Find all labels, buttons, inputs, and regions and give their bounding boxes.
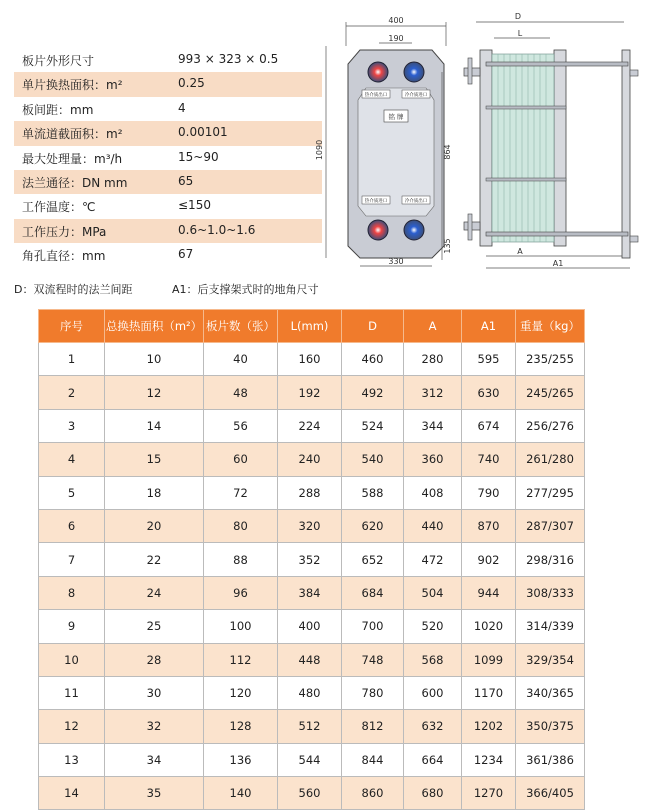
table-row <box>39 443 585 476</box>
col-header: 总换热面积（m²） <box>105 310 204 343</box>
table-row <box>39 543 585 576</box>
spec-label: 角孔直径：mm <box>22 249 106 264</box>
table-cell: 22 <box>105 543 204 576</box>
table-cell: 12 <box>105 376 204 409</box>
table-cell: 15 <box>105 443 204 476</box>
table-cell: 448 <box>278 643 342 676</box>
table-cell: 8 <box>39 576 105 609</box>
col-header: 序号 <box>39 310 105 343</box>
table-cell: 620 <box>342 509 404 542</box>
table-cell: 350/375 <box>516 710 585 743</box>
table-cell: 630 <box>462 376 516 409</box>
table-cell: 3 <box>39 409 105 442</box>
table-cell: 13 <box>39 743 105 776</box>
nameplate: 铭 牌 <box>388 113 404 121</box>
table-cell: 56 <box>204 409 278 442</box>
table-row <box>39 610 585 643</box>
table-cell: 18 <box>105 476 204 509</box>
table-cell: 560 <box>278 777 342 810</box>
table-cell: 20 <box>105 509 204 542</box>
plate-pack <box>492 54 554 242</box>
model-table <box>38 309 584 810</box>
col-header: L(mm) <box>278 310 342 343</box>
table-cell: 384 <box>278 576 342 609</box>
table-cell: 520 <box>404 610 462 643</box>
table-cell: 261/280 <box>516 443 585 476</box>
table-cell: 1202 <box>462 710 516 743</box>
table-cell: 256/276 <box>516 409 585 442</box>
spec-row <box>14 146 322 170</box>
table-cell: 366/405 <box>516 777 585 810</box>
table-cell: 652 <box>342 543 404 576</box>
table-cell: 40 <box>204 343 278 376</box>
table-cell: 844 <box>342 743 404 776</box>
table-row <box>39 509 585 542</box>
table-cell: 684 <box>342 576 404 609</box>
table-cell: 595 <box>462 343 516 376</box>
table-cell: 361/386 <box>516 743 585 776</box>
table-body <box>39 343 585 810</box>
table-cell: 400 <box>278 610 342 643</box>
table-cell: 748 <box>342 643 404 676</box>
table-row <box>39 676 585 709</box>
dim-a: A <box>517 247 523 256</box>
table-cell: 34 <box>105 743 204 776</box>
table-cell: 700 <box>342 610 404 643</box>
spec-row <box>14 72 322 96</box>
table-cell: 160 <box>278 343 342 376</box>
dim-400: 400 <box>388 16 404 25</box>
table-cell: 96 <box>204 576 278 609</box>
table-cell: 860 <box>342 777 404 810</box>
table-cell: 512 <box>278 710 342 743</box>
col-header: D <box>342 310 404 343</box>
port-top-right <box>404 62 424 82</box>
table-cell: 902 <box>462 543 516 576</box>
table-cell: 277/295 <box>516 476 585 509</box>
spec-label: 单片换热面积：m² <box>22 78 123 93</box>
table-cell: 504 <box>404 576 462 609</box>
spec-value: 15~90 <box>178 149 219 164</box>
table-cell: 544 <box>278 743 342 776</box>
table-cell: 9 <box>39 610 105 643</box>
port-bottom-left <box>368 220 388 240</box>
table-cell: 408 <box>404 476 462 509</box>
spec-label: 工作压力：MPa <box>22 224 107 239</box>
note-d: D：双流程时的法兰间距 <box>14 283 133 296</box>
col-header: A1 <box>462 310 516 343</box>
table-cell: 312 <box>404 376 462 409</box>
col-header: 板片数（张） <box>204 310 278 343</box>
port-top-left <box>368 62 388 82</box>
dim-135: 135 <box>443 238 452 254</box>
table-cell: 460 <box>342 343 404 376</box>
table-cell: 790 <box>462 476 516 509</box>
table-cell: 88 <box>204 543 278 576</box>
table-cell: 14 <box>39 777 105 810</box>
spec-label: 单流道截面积：m² <box>22 127 123 142</box>
table-cell: 112 <box>204 643 278 676</box>
table-cell: 120 <box>204 676 278 709</box>
table-cell: 287/307 <box>516 509 585 542</box>
table-cell: 35 <box>105 777 204 810</box>
table-cell: 870 <box>462 509 516 542</box>
table-cell: 524 <box>342 409 404 442</box>
table-cell: 245/265 <box>516 376 585 409</box>
table-cell: 224 <box>278 409 342 442</box>
table-cell: 2 <box>39 376 105 409</box>
table-cell: 352 <box>278 543 342 576</box>
table-row <box>39 343 585 376</box>
table-cell: 28 <box>105 643 204 676</box>
dim-864: 864 <box>443 144 452 160</box>
spec-row <box>14 121 322 145</box>
spec-value: 65 <box>178 173 194 188</box>
spec-row <box>14 219 322 243</box>
spec-value: 0.6~1.0~1.6 <box>178 222 256 237</box>
spec-value: 0.25 <box>178 76 205 91</box>
table-cell: 568 <box>404 643 462 676</box>
table-cell: 600 <box>404 676 462 709</box>
dim-330: 330 <box>388 257 404 266</box>
table-cell: 740 <box>462 443 516 476</box>
table-cell: 340/365 <box>516 676 585 709</box>
spec-label: 板间距：mm <box>22 102 94 117</box>
table-cell: 344 <box>404 409 462 442</box>
table-cell: 308/333 <box>516 576 585 609</box>
table-cell: 1234 <box>462 743 516 776</box>
spec-row <box>14 170 322 194</box>
table-cell: 674 <box>462 409 516 442</box>
table-cell: 492 <box>342 376 404 409</box>
spec-label: 板片外形尺寸 <box>22 54 95 68</box>
table-cell: 480 <box>278 676 342 709</box>
table-cell: 780 <box>342 676 404 709</box>
col-header: A <box>404 310 462 343</box>
table-row <box>39 376 585 409</box>
dim-1090: 1090 <box>315 139 324 161</box>
spec-list <box>14 48 322 268</box>
table-cell: 11 <box>39 676 105 709</box>
spec-value: ≤150 <box>178 198 211 213</box>
table-cell: 329/354 <box>516 643 585 676</box>
table-cell: 6 <box>39 509 105 542</box>
table-cell: 632 <box>404 710 462 743</box>
table-row <box>39 777 585 810</box>
dim-d: D <box>514 12 522 21</box>
spec-label: 工作温度：℃ <box>22 200 96 215</box>
table-cell: 664 <box>404 743 462 776</box>
table-cell: 298/316 <box>516 543 585 576</box>
table-cell: 100 <box>204 610 278 643</box>
table-cell: 192 <box>278 376 342 409</box>
table-cell: 235/255 <box>516 343 585 376</box>
table-row <box>39 743 585 776</box>
table-cell: 72 <box>204 476 278 509</box>
tag-cold-inlet: 冷介质进口 <box>404 93 428 98</box>
spec-value: 993 × 323 × 0.5 <box>178 52 279 66</box>
table-cell: 140 <box>204 777 278 810</box>
table-cell: 944 <box>462 576 516 609</box>
table-cell: 10 <box>39 643 105 676</box>
table-cell: 540 <box>342 443 404 476</box>
tag-hot-inlet: 热介质进口 <box>364 199 388 204</box>
table-cell: 4 <box>39 443 105 476</box>
table-row <box>39 576 585 609</box>
table-cell: 588 <box>342 476 404 509</box>
dim-a1: A1 <box>552 259 564 268</box>
table-cell: 314/339 <box>516 610 585 643</box>
table-cell: 320 <box>278 509 342 542</box>
port-bottom-right <box>404 220 424 240</box>
table-cell: 1170 <box>462 676 516 709</box>
table-cell: 1270 <box>462 777 516 810</box>
table-cell: 288 <box>278 476 342 509</box>
table-cell: 10 <box>105 343 204 376</box>
table-cell: 1 <box>39 343 105 376</box>
tag-cold-outlet: 冷介质出口 <box>404 199 428 204</box>
table-cell: 240 <box>278 443 342 476</box>
table-cell: 7 <box>39 543 105 576</box>
side-view-diagram <box>458 10 643 272</box>
spec-value: 67 <box>178 247 194 262</box>
table-cell: 30 <box>105 676 204 709</box>
table-cell: 136 <box>204 743 278 776</box>
table-cell: 25 <box>105 610 204 643</box>
table-cell: 5 <box>39 476 105 509</box>
table-cell: 128 <box>204 710 278 743</box>
table-cell: 60 <box>204 443 278 476</box>
dim-190: 190 <box>388 34 404 43</box>
table-header <box>39 310 585 343</box>
table-row <box>39 710 585 743</box>
table-cell: 32 <box>105 710 204 743</box>
dim-l: L <box>517 29 523 38</box>
spec-value: 4 <box>178 100 186 115</box>
table-cell: 680 <box>404 777 462 810</box>
table-cell: 472 <box>404 543 462 576</box>
spec-row <box>14 243 322 267</box>
spec-row <box>14 48 322 72</box>
spec-value: 0.00101 <box>178 125 228 140</box>
table-cell: 14 <box>105 409 204 442</box>
table-cell: 48 <box>204 376 278 409</box>
col-header: 重量（kg） <box>516 310 585 343</box>
table-cell: 12 <box>39 710 105 743</box>
table-cell: 280 <box>404 343 462 376</box>
table-cell: 80 <box>204 509 278 542</box>
table-cell: 360 <box>404 443 462 476</box>
tag-hot-outlet: 热介质出口 <box>364 93 388 98</box>
spec-row <box>14 194 322 218</box>
note-a1: A1：后支撑架式时的地角尺寸 <box>172 283 319 296</box>
table-cell: 440 <box>404 509 462 542</box>
table-row <box>39 643 585 676</box>
table-cell: 1020 <box>462 610 516 643</box>
table-row <box>39 409 585 442</box>
spec-label: 最大处理量：m³/h <box>22 151 123 166</box>
spec-row <box>14 97 322 121</box>
table-cell: 1099 <box>462 643 516 676</box>
spec-label: 法兰通径：DN mm <box>22 175 128 190</box>
table-cell: 24 <box>105 576 204 609</box>
table-row <box>39 476 585 509</box>
front-view-diagram <box>316 10 456 272</box>
table-cell: 812 <box>342 710 404 743</box>
